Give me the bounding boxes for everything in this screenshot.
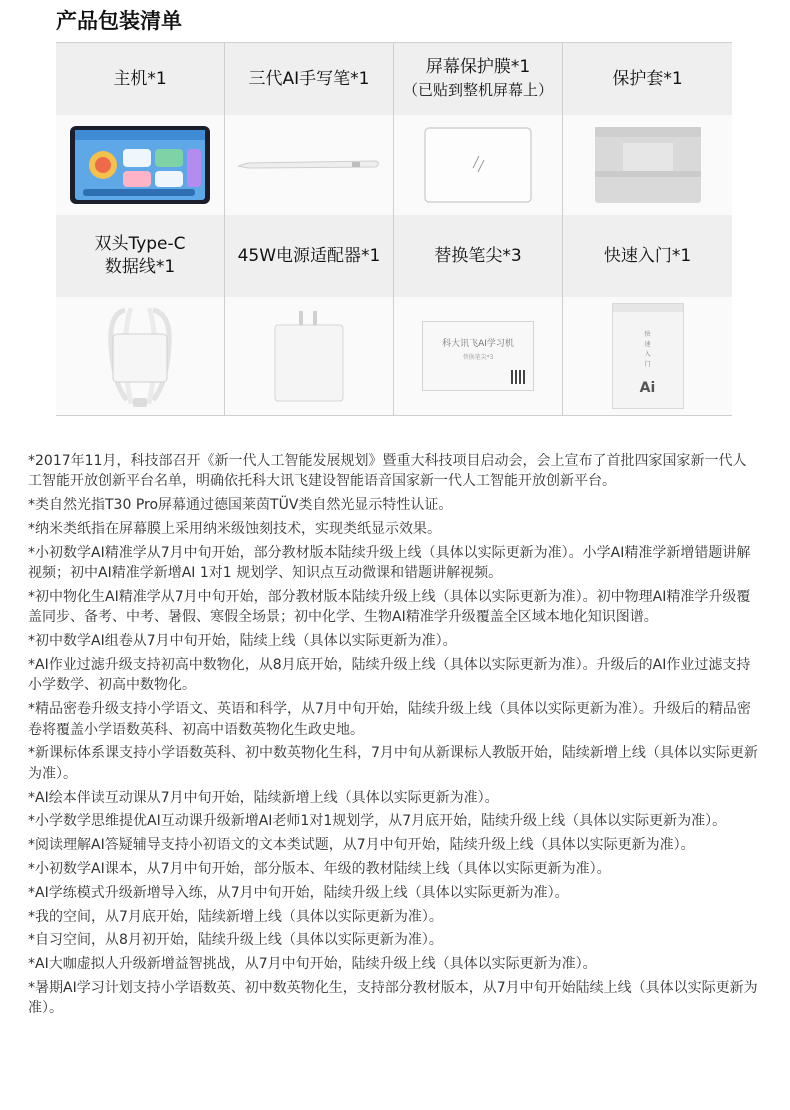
item-image-power-adapter — [225, 297, 394, 415]
tablet-icon — [69, 125, 211, 205]
item-label-text: 替换笔尖*3 — [434, 245, 522, 266]
item-image-pen-tips — [394, 297, 563, 415]
item-label-quick-start — [563, 215, 732, 297]
page-title: 产品包装清单 — [56, 9, 182, 33]
case-icon — [593, 125, 703, 205]
item-label-text: 快速入门*1 — [603, 245, 692, 266]
footnote: *精品密卷升级支持小学语文、英语和科学，从7月中旬开始，陆续升级上线（具体以实际更新为准）。升级后的精品密卷将覆盖小学语数英科、初高中语数英物化生政史地。 — [28, 701, 751, 738]
card-text: 快速入门 — [644, 331, 651, 368]
footnote: *AI大咖虚拟人升级新增益智挑战，从7月中旬开始，陆续升级上线（具体以实际更新为准）。 — [28, 956, 597, 973]
item-label-text: 45W电源适配器*1 — [237, 245, 381, 266]
quick-start-card-icon — [612, 303, 684, 409]
item-label-case — [563, 43, 732, 115]
cable-icon — [105, 304, 175, 408]
item-image-screen-protector — [394, 115, 563, 215]
footnote: *AI绘本伴读互动课从7月中旬开始，陆续新增上线（具体以实际更新为准）。 — [28, 789, 499, 806]
item-label-text: 屏幕保护膜*1 — [425, 57, 531, 77]
qr-code-icon — [511, 370, 525, 384]
pen-tip-box-icon — [422, 321, 534, 391]
item-label-cable — [56, 215, 225, 297]
footnote: *新课标体系课支持小学语数英科、初中数英物化生科，7月中旬从新课标人教版开始，陆续新增上线（具体以实际更新为准）。 — [28, 745, 758, 782]
item-label-pen-tips — [394, 215, 563, 297]
footnote: *初中数学AI组卷从7月中旬开始，陆续上线（具体以实际更新为准）。 — [28, 633, 457, 650]
box-title: 科大讯飞AI学习机 — [442, 339, 514, 349]
item-label-text: 保护套*1 — [612, 68, 683, 89]
item-label-subtext: 数据线*1 — [104, 257, 176, 277]
item-label-stylus — [225, 43, 394, 115]
footnote: *暑期AI学习计划支持小学语数英、初中数英物化生，支持部分教材版本，从7月中旬开始陆续上线（具体以实际更新为准）。 — [28, 979, 758, 1017]
footnote: *自习空间，从8月初开始，陆续升级上线（具体以实际更新为准）。 — [28, 932, 443, 949]
item-label-text: 双头Type-C — [94, 234, 186, 254]
package-list-table — [56, 42, 732, 416]
footnote: *2017年11月，科技部召开《新一代人工智能发展规划》暨重大科技项目启动会，会上宣布了首批四家国家新一代人工智能开放创新平台名单，明确依托科大讯飞建设智能语音国家新一代人工智能开放创新平台。 — [28, 453, 747, 490]
item-image-tablet — [56, 115, 225, 215]
item-image-cable — [56, 297, 225, 415]
item-label-subtext: （已贴到整机屏幕上） — [402, 81, 553, 99]
screen-protector-icon — [423, 126, 533, 204]
footnote: *阅读理解AI答疑辅导支持小初语文的文本类试题，从7月中旬开始，陆续升级上线（具体以实际更新为准）。 — [28, 837, 695, 854]
item-label-tablet — [56, 43, 225, 115]
footnotes — [28, 451, 760, 1022]
item-image-quick-start — [563, 297, 732, 415]
footnote: *我的空间，从7月底开始，陆续新增上线（具体以实际更新为准）。 — [28, 908, 443, 925]
item-label-text: 三代AI手写笔*1 — [248, 68, 370, 89]
footnote: *类自然光指T30 Pro屏幕通过德国莱茵TÜV类自然光显示特性认证。 — [28, 497, 453, 514]
item-image-stylus — [225, 115, 394, 215]
box-subtitle: 替换笔尖*3 — [462, 354, 494, 361]
footnote: *小初数学AI课本，从7月中旬开始，部分版本、年级的教材陆续上线（具体以实际更新为准）。 — [28, 861, 611, 877]
footnote: *AI学练模式升级新增导入练，从7月中旬开始，陆续升级上线（具体以实际更新为准）。 — [28, 884, 569, 901]
footnote: *纳米类纸指在屏幕膜上采用纳米级蚀刻技术，实现类纸显示效果。 — [28, 521, 441, 537]
item-image-case — [563, 115, 732, 215]
footnote: *AI作业过滤升级支持初高中数物化，从8月底开始，陆续升级上线（具体以实际更新为准）。升级后的AI作业过滤支持小学数学、初高中数物化。 — [28, 657, 751, 694]
item-label-screen-protector — [394, 43, 563, 115]
footnote: *小学数学思维提优AI互动课升级新增AI老师1对1规划学，从7月底开始，陆续升级上线（具体以实际更新为准）。 — [28, 813, 727, 830]
card-logo: Ai — [639, 380, 656, 396]
stylus-icon — [234, 155, 384, 175]
item-label-power-adapter — [225, 215, 394, 297]
footnote: *初中物化生AI精准学从7月中旬开始，部分教材版本陆续升级上线（具体以实际更新为准）。初中物理AI精准学升级覆盖同步、备考、中考、暑假、寒假全场景；初中化学、生物AI精准学升级覆盖全区域本地化知识图谱。 — [28, 589, 751, 626]
power-adapter-icon — [269, 309, 349, 403]
item-label-text: 主机*1 — [113, 68, 167, 89]
footnote: *小初数学AI精准学从7月中旬开始，部分教材版本陆续升级上线（具体以实际更新为准）。小学AI精准学新增错题讲解视频；初中AI精准学新增AI 1对1 规划学、知识点互动微课和错题讲解视频。 — [28, 544, 751, 582]
